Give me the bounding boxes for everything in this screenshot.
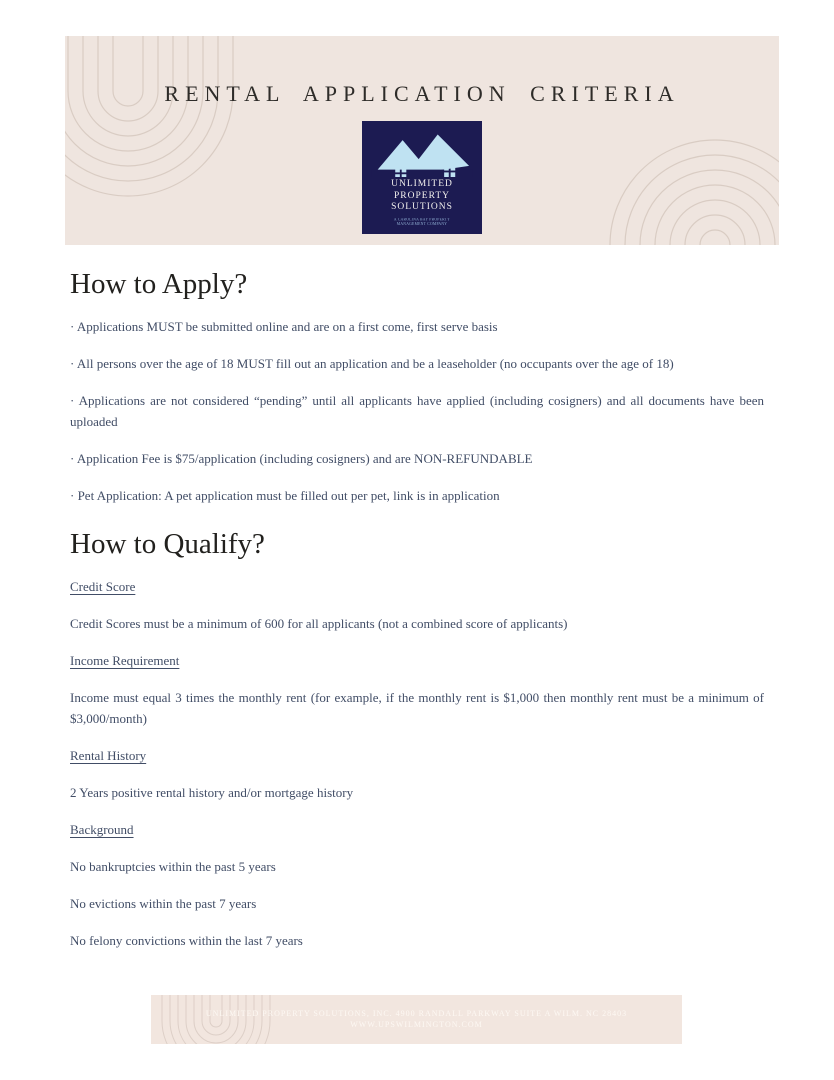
- footer-website: WWW.UPSWILMINGTON.COM: [350, 1020, 483, 1029]
- how-to-apply-heading: How to Apply?: [70, 268, 248, 300]
- logo-name-line: SOLUTIONS: [391, 202, 453, 212]
- logo-tagline: [385, 218, 459, 227]
- qualify-paragraph: No bankruptcies within the past 5 years: [70, 859, 276, 874]
- qualify-paragraph: No felony convictions within the last 7 years: [70, 933, 303, 948]
- qualify-section: [70, 729, 764, 803]
- qualify-section-list: [70, 562, 764, 951]
- qualify-section-label: Credit Score: [70, 579, 136, 594]
- logo-tagline-line: MANAGEMENT COMPANY: [396, 221, 448, 226]
- logo-tagline-line: A CAROLINA BAY PROPERTY: [393, 217, 451, 222]
- qualify-section-label: Income Requirement: [70, 653, 180, 668]
- apply-bullet-item: · Pet Application: A pet application must be filled out per pet, link is in application: [70, 488, 500, 503]
- logo-name-line: PROPERTY: [394, 190, 450, 201]
- qualify-paragraph-list: [70, 687, 764, 729]
- footer-text: [151, 1008, 682, 1030]
- apply-bullet-list: [70, 316, 764, 506]
- qualify-section: [70, 562, 764, 634]
- company-logo: [362, 121, 482, 234]
- qualify-section-label: Rental History: [70, 748, 147, 763]
- apply-bullet-item: · All persons over the age of 18 MUST fill out an application and be a leaseholder (no occupants over the age of 18): [70, 356, 674, 371]
- qualify-section: [70, 803, 764, 951]
- qualify-paragraph-list: [70, 613, 764, 634]
- qualify-paragraph: 2 Years positive rental history and/or mortgage history: [70, 785, 354, 800]
- qualify-paragraph: No evictions within the past 7 years: [70, 896, 257, 911]
- qualify-section-label: Background: [70, 822, 134, 837]
- logo-name-line: UNLIMITED: [391, 179, 453, 189]
- page-title: RENTAL APPLICATION CRITERIA: [164, 81, 680, 106]
- apply-bullet-item: · Application Fee is $75/application (including cosigners) and are NON-REFUNDABLE: [70, 451, 533, 466]
- house-roof-icon: [370, 129, 474, 177]
- header-band: [65, 36, 779, 245]
- document-body: [70, 245, 764, 951]
- logo-company-name: [362, 179, 482, 214]
- arc-decoration-bottom-right: [579, 115, 779, 245]
- footer-bar: [151, 995, 682, 1044]
- qualify-paragraph-list: [70, 856, 764, 951]
- footer-address: UNLIMITED PROPERTY SOLUTIONS, INC. 4900 RANDALL PARKWAY SUITE A WILM. NC 28403: [205, 1009, 628, 1018]
- apply-bullet-item: · Applications MUST be submitted online and are on a first come, first serve basis: [70, 319, 498, 334]
- qualify-paragraph: Income must equal 3 times the monthly rent (for example, if the monthly rent is $1,000 then monthly rent must be a minimum of $3,000/month): [70, 690, 764, 726]
- how-to-qualify-heading: How to Qualify?: [70, 528, 265, 560]
- qualify-paragraph: Credit Scores must be a minimum of 600 for all applicants (not a combined score of applicants): [70, 616, 568, 631]
- qualify-paragraph-list: [70, 782, 764, 803]
- arc-decoration-top-left: [65, 36, 265, 236]
- apply-bullet-item: · Applications are not considered “pending” until all applicants have applied (including cosigners) and all documents have been uploaded: [70, 393, 764, 429]
- qualify-section: [70, 634, 764, 729]
